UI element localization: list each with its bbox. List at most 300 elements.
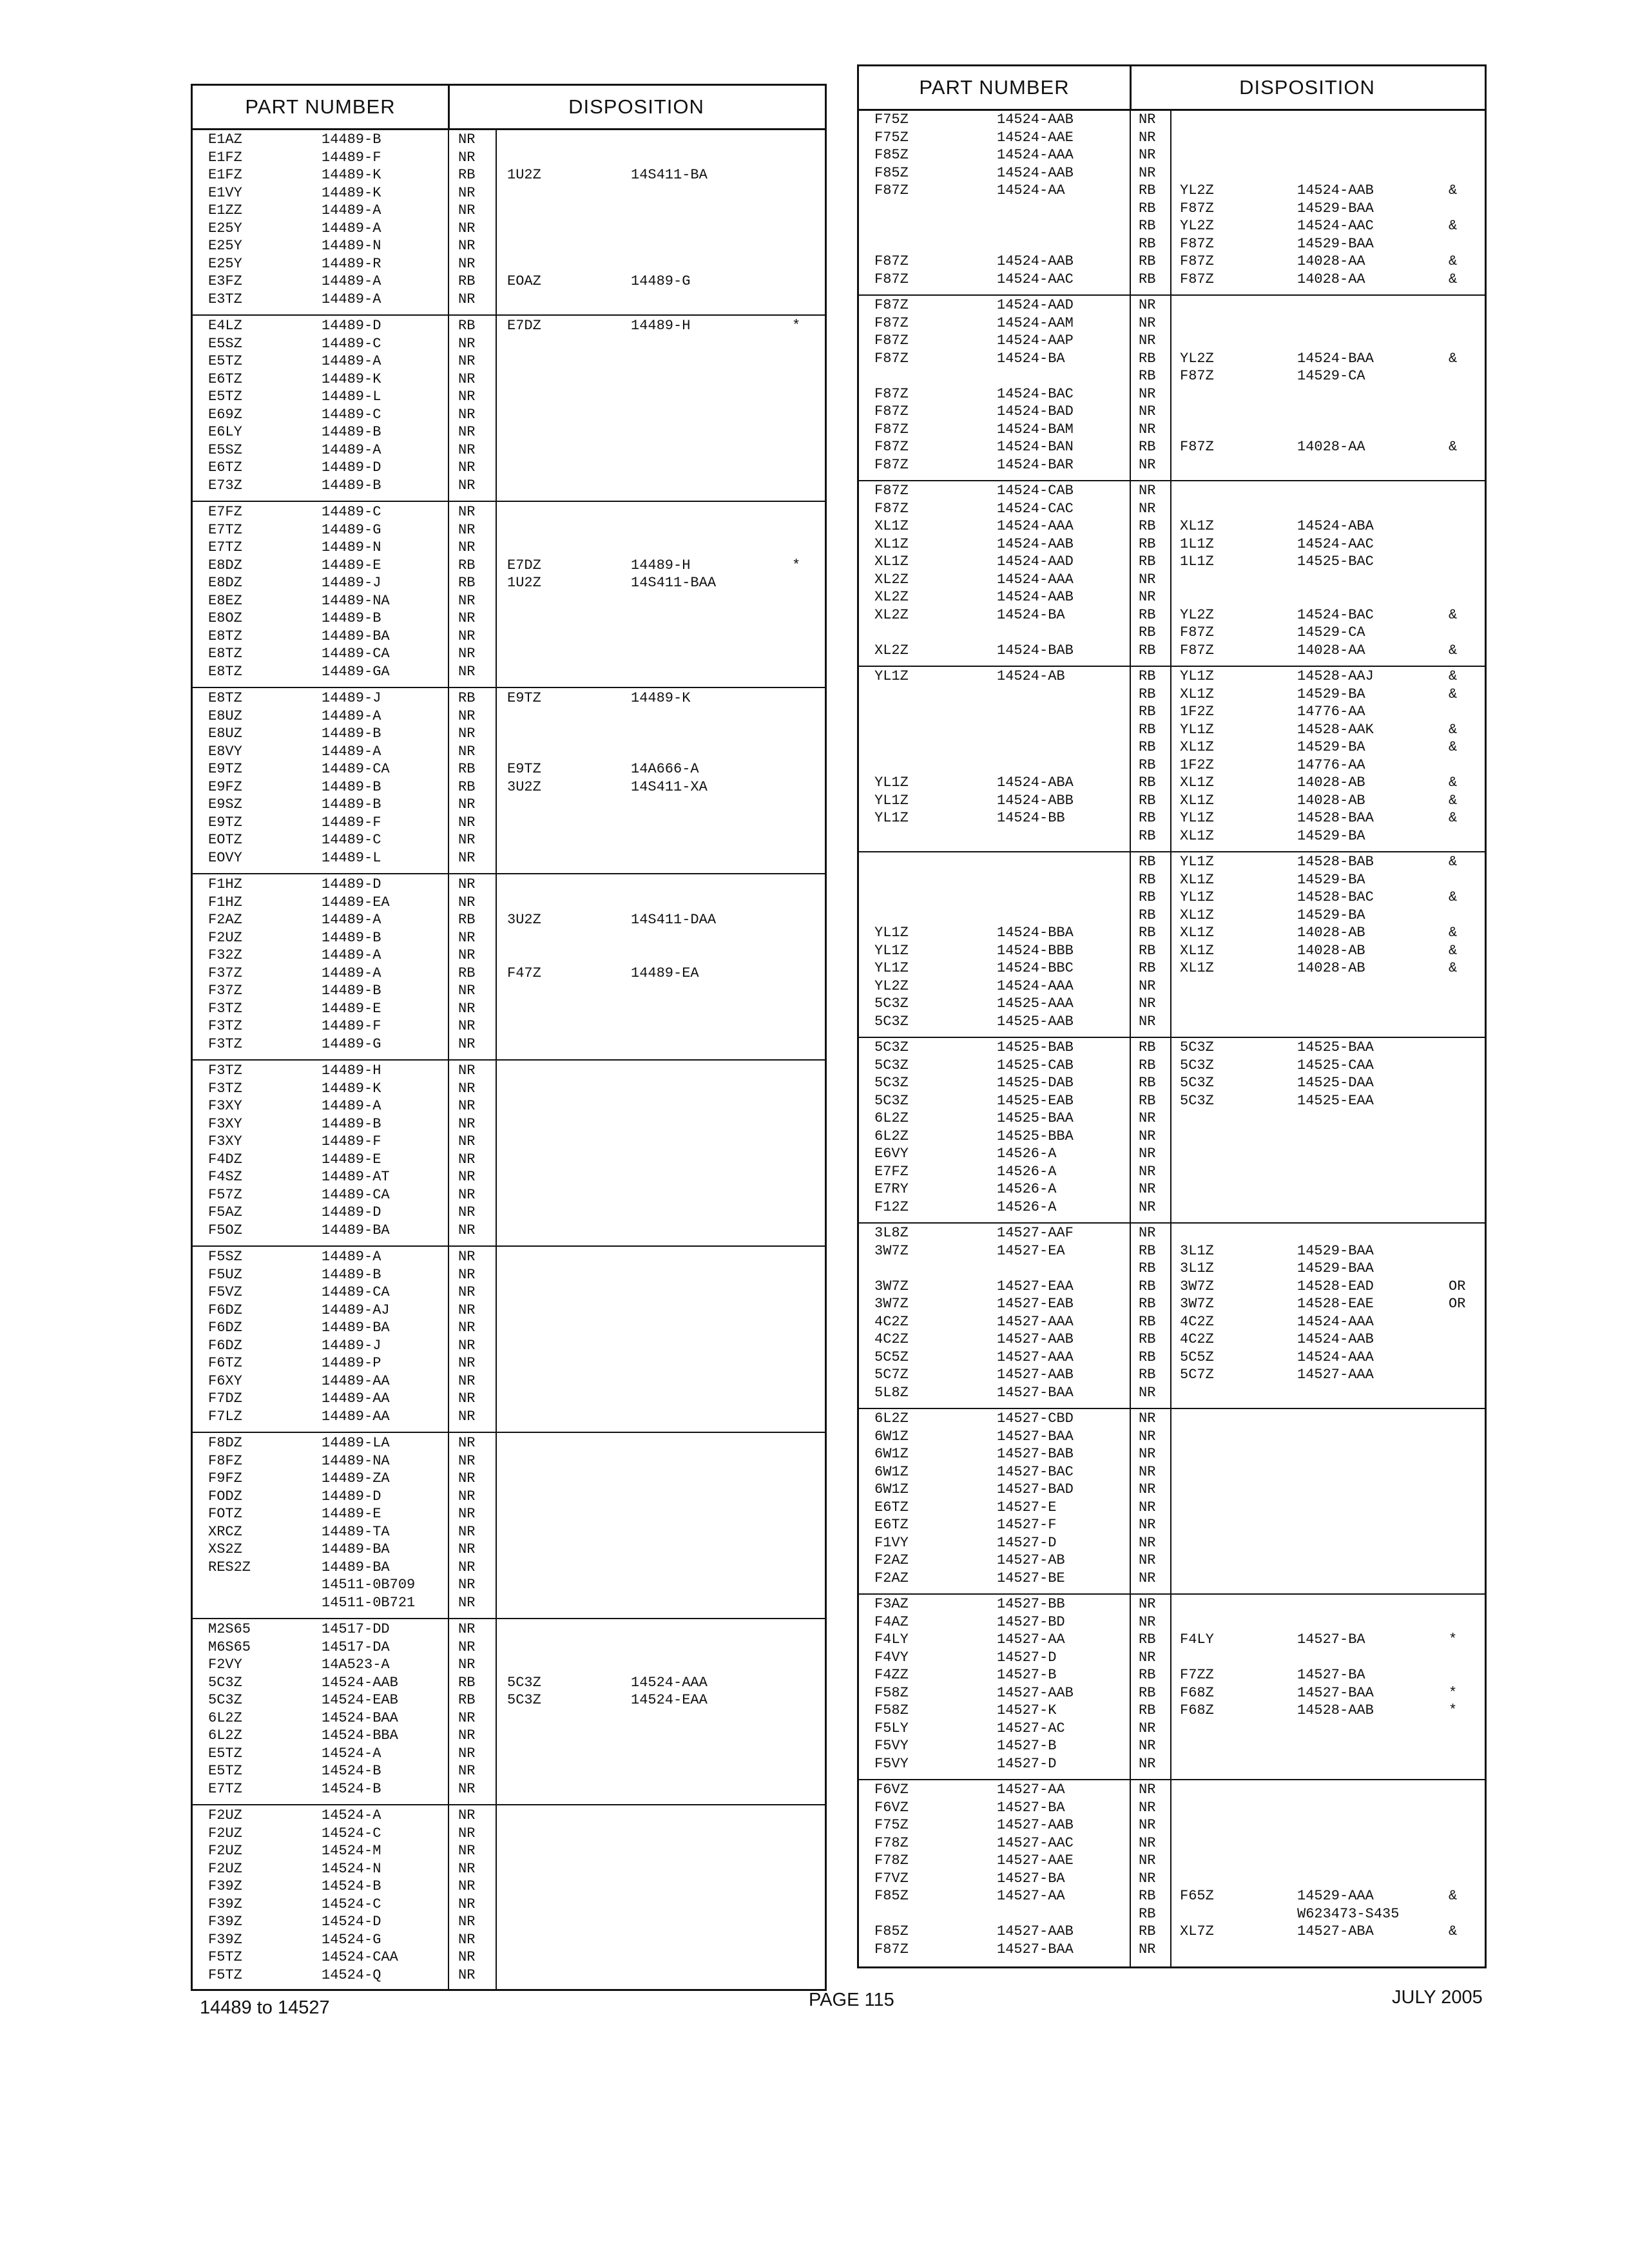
disposition-code: NR [1139,1463,1156,1480]
table-row [193,947,825,965]
part-prefix: 5L8Z [874,1384,909,1401]
note-mark: & [1449,271,1458,287]
part-number: 14527-E [997,1499,1057,1515]
part-number: 14524-AAB [997,535,1074,552]
part-prefix: RES2Z [208,1559,251,1575]
disposition-code: RB [1139,606,1156,623]
part-prefix: 5C3Z [874,1013,909,1030]
table-row [859,182,1485,200]
part-number: 14524-AAB [322,1674,398,1691]
disposition-code: RB [1139,1667,1156,1683]
disposition-code: RB [458,761,476,777]
part-number: 14489-A [322,965,381,981]
part-number: 14527-AAB [997,1331,1074,1347]
disposition-code: RB [1139,854,1156,870]
table-row [859,757,1485,775]
table-row [859,1199,1485,1217]
disposition-code: NR [458,1488,476,1504]
disposition-code: RB [458,575,476,591]
table-row [859,793,1485,811]
part-prefix: F7LZ [208,1408,242,1425]
part-number: 14489-A [322,947,381,963]
table-row [859,1128,1485,1146]
replacement-prefix: 3W7Z [1180,1296,1214,1312]
part-prefix: 6L2Z [874,1110,909,1126]
part-number: 14526-A [997,1163,1057,1180]
part-number: 14524-D [322,1914,381,1930]
part-number: 14524-CAA [322,1949,398,1965]
part-prefix: YL1Z [874,942,909,959]
disposition-code: NR [458,1408,476,1425]
table-row [859,607,1485,625]
table-row [193,522,825,540]
replacement-number: 14028-AB [1297,925,1365,941]
table-row [859,1570,1485,1588]
table-row [193,726,825,744]
part-number: 14489-P [322,1355,381,1371]
table-row [193,1116,825,1134]
part-number: 14524-AAA [997,147,1074,163]
table-row [193,1967,825,1985]
disposition-code: NR [458,1320,476,1336]
disposition-code: NR [1139,1181,1156,1197]
part-prefix: F4DZ [208,1151,242,1168]
disposition-code: RB [458,1692,476,1708]
disposition-code: RB [458,1674,476,1691]
part-number: 14489-LA [322,1435,390,1451]
disposition-code: NR [458,477,476,494]
replacement-prefix: XL1Z [1180,739,1214,755]
part-prefix: E8UZ [208,707,242,724]
part-prefix: F87Z [874,297,909,313]
part-prefix: F8FZ [208,1452,242,1469]
disposition-code: NR [458,1523,476,1540]
table-row [193,1639,825,1657]
table-row [859,722,1485,740]
part-prefix: E69Z [208,406,242,423]
part-prefix: F75Z [874,1817,909,1833]
replacement-prefix: 3U2Z [507,778,541,795]
table-row [859,668,1485,686]
disposition-code: NR [1139,1570,1156,1586]
part-prefix: E7TZ [208,521,242,538]
part-number: 14489-NA [322,592,390,609]
table-row [193,220,825,238]
replacement-number: 14028-AA [1297,271,1365,287]
part-prefix: F87Z [874,332,909,349]
part-number: 14524-CAB [997,483,1074,499]
replacement-number: 14529-BA [1297,739,1365,755]
part-number: 14517-DA [322,1639,390,1655]
table-row [193,1284,825,1302]
part-prefix: YL1Z [874,792,909,809]
part-prefix: F5VZ [208,1284,242,1300]
table-row [193,1338,825,1356]
replacement-number: 14489-EA [631,965,699,981]
part-number: 14489-CA [322,1284,390,1300]
part-prefix: F2UZ [208,1860,242,1877]
part-prefix: 3W7Z [874,1278,909,1294]
part-prefix: F3XY [208,1133,242,1149]
disposition-code: RB [458,273,476,289]
disposition-code: NR [458,1577,476,1593]
part-number: 14489-L [322,849,381,866]
table-row [859,236,1485,254]
part-number: 14524-C [322,1896,381,1912]
disposition-code: NR [1139,1720,1156,1736]
part-prefix: F3XY [208,1098,242,1114]
part-prefix: E5TZ [208,1763,242,1779]
disposition-code: NR [1139,1738,1156,1754]
part-prefix: F58Z [874,1684,909,1701]
table-row [193,593,825,611]
replacement-number: 14529-BA [1297,871,1365,888]
note-mark: & [1449,1923,1458,1939]
note-mark: & [1449,739,1458,755]
part-number: 14527-BAD [997,1481,1074,1497]
part-prefix: F37Z [208,965,242,981]
table-row [859,1278,1485,1296]
part-prefix: E1ZZ [208,202,242,218]
part-number: 14489-B [322,726,381,742]
disposition-code: NR [458,1035,476,1052]
disposition-code: RB [1139,1702,1156,1718]
disposition-code: NR [1139,500,1156,517]
disposition-code: NR [1139,995,1156,1012]
part-prefix: F87Z [874,350,909,367]
disposition-code: NR [458,1657,476,1673]
disposition-code: NR [1139,1146,1156,1162]
part-prefix: F87Z [874,421,909,437]
disposition-code: RB [1139,739,1156,755]
part-prefix: F6XY [208,1372,242,1389]
part-prefix: F87Z [874,483,909,499]
part-number: 14489-A [322,743,381,760]
part-prefix: 3W7Z [874,1242,909,1259]
part-number: 14524-BAA [322,1709,398,1726]
replacement-prefix: YL1Z [1180,854,1214,870]
replacement-number: 14528-EAE [1297,1296,1374,1312]
disposition-code: NR [1139,1552,1156,1568]
disposition-code: NR [458,1337,476,1354]
disposition-code: RB [1139,756,1156,773]
table-row [859,1428,1485,1446]
replacement-prefix: E9TZ [507,761,541,777]
table-row [193,894,825,912]
replacement-prefix: YL1Z [1180,721,1214,738]
disposition-code: NR [458,1914,476,1930]
replacement-number: 14489-H [631,318,691,334]
table-row [859,1596,1485,1614]
note-mark: & [1449,439,1458,455]
note-mark: * [1449,1631,1458,1648]
part-prefix: F6VZ [874,1799,909,1816]
table-group [193,873,825,1059]
part-number: 14524-B [322,1780,381,1797]
replacement-prefix: 5C3Z [507,1674,541,1691]
disposition-code: RB [1139,925,1156,941]
disposition-code: NR [1139,1649,1156,1666]
disposition-code: NR [458,1878,476,1894]
part-prefix: E25Y [208,220,242,236]
part-number: 14527-AB [997,1552,1065,1568]
part-number: 14524-AAE [997,129,1074,146]
disposition-code: NR [458,424,476,440]
part-prefix: F2UZ [208,929,242,946]
disposition-code: NR [1139,164,1156,181]
part-prefix: EOVY [208,849,242,866]
part-prefix: E3FZ [208,273,242,289]
disposition-code: RB [458,965,476,981]
table-row [193,1187,825,1205]
table-group [193,1059,825,1245]
replacement-prefix: YL2Z [1180,182,1214,198]
part-prefix: F87Z [874,385,909,402]
replacement-prefix: F4LY [1180,1631,1214,1648]
table-row [859,130,1485,148]
part-number: 14524-AB [997,668,1065,684]
table-row [859,315,1485,333]
disposition-code: NR [458,131,476,148]
part-prefix: F87Z [874,500,909,517]
table-row [193,557,825,575]
part-prefix: 6L2Z [208,1727,242,1744]
replacement-number: 14529-BA [1297,907,1365,923]
part-number: 14489-EA [322,894,390,910]
table-group [193,687,825,873]
part-number: 14527-AC [997,1720,1065,1736]
disposition-code: NR [458,255,476,272]
replacement-prefix: 5C3Z [1180,1057,1214,1073]
part-number: 14517-DD [322,1621,390,1637]
part-number: 14524-AAD [997,553,1074,570]
part-prefix: E1AZ [208,131,242,148]
table-row [859,704,1485,722]
disposition-code: NR [458,184,476,201]
table-row [859,1782,1485,1800]
disposition-code: RB [1139,1242,1156,1259]
table-row [193,1878,825,1896]
replacement-number: 14489-G [631,273,691,289]
replacement-number: 14524-EAA [631,1692,708,1708]
replacement-prefix: XL1Z [1180,686,1214,702]
table-row [193,389,825,407]
replacement-prefix: F87Z [1180,253,1214,269]
table-row [859,297,1485,315]
replacement-number: 14524-AAB [1297,182,1374,198]
disposition-code: NR [458,441,476,458]
part-number: 14489-A [322,441,381,458]
replacement-prefix: F87Z [1180,624,1214,640]
disposition-code: NR [458,1000,476,1017]
note-mark: & [1449,642,1458,658]
replacement-number: 14525-DAA [1297,1075,1374,1091]
part-number: 14489-A [322,1249,381,1265]
disposition-code: RB [1139,960,1156,976]
disposition-code: RB [458,318,476,334]
part-prefix: XL2Z [874,571,909,588]
table-row [859,925,1485,943]
disposition-code: NR [1139,1428,1156,1445]
disposition-code: NR [458,1186,476,1203]
disposition-code: NR [1139,1817,1156,1833]
table-row [859,1649,1485,1667]
disposition-code: NR [1139,1110,1156,1126]
table-row [193,1081,825,1099]
table-group [193,501,825,687]
part-number: 14489-AT [322,1169,390,1185]
table-row [859,111,1485,130]
part-number: 14524-BAR [997,456,1074,473]
part-number: 14527-BA [997,1870,1065,1887]
replacement-number: 14S411-DAA [631,912,717,928]
replacement-number: 14S411-BA [631,167,708,183]
table-row [859,854,1485,872]
disposition-code: NR [1139,297,1156,313]
part-prefix: F6VZ [874,1782,909,1798]
table-row [193,1763,825,1781]
table-row [859,1075,1485,1093]
part-prefix: E1FZ [208,167,242,183]
part-number: 14489-AA [322,1408,390,1425]
table-row [193,291,825,309]
footer-date: JULY 2005 [1392,1987,1483,2008]
disposition-code: NR [458,1639,476,1655]
part-prefix: F85Z [874,1923,909,1939]
disposition-code: NR [458,1204,476,1220]
part-prefix: FOTZ [208,1506,242,1522]
table-group [193,1804,825,1990]
table-row [193,1355,825,1373]
disposition-code: NR [1139,1613,1156,1630]
table-row [193,504,825,522]
replacement-prefix: E7DZ [507,557,541,573]
disposition-code: NR [458,814,476,831]
table-row [859,165,1485,183]
part-number: 14511-0B709 [322,1577,416,1593]
table-row [859,501,1485,519]
part-prefix: F85Z [874,164,909,181]
part-prefix: E7RY [874,1181,909,1197]
disposition-code: NR [458,1896,476,1912]
part-number: 14527-B [997,1667,1057,1683]
part-number-heading: PART NUMBER [919,76,1070,99]
disposition-code: NR [458,1284,476,1300]
part-number: 14527-K [997,1702,1057,1718]
disposition-code: NR [458,220,476,236]
note-mark: & [1449,854,1458,870]
table-row [859,439,1485,457]
part-number: 14524-BAM [997,421,1074,437]
part-prefix: F2UZ [208,1843,242,1859]
part-prefix: 6L2Z [208,1709,242,1726]
part-prefix: F2VY [208,1657,242,1673]
part-prefix: F57Z [208,1186,242,1203]
disposition-code: RB [1139,1684,1156,1701]
note-mark: & [1449,942,1458,959]
note-mark: & [1449,960,1458,976]
disposition-code: NR [458,1390,476,1407]
disposition-code: NR [1139,1799,1156,1816]
part-prefix: F6DZ [208,1337,242,1354]
table-row [193,965,825,983]
part-prefix: F12Z [874,1198,909,1215]
table-row [193,628,825,646]
part-prefix: E5TZ [208,389,242,405]
part-prefix: XL1Z [874,518,909,534]
part-number: 14489-C [322,406,381,423]
part-number: 14527-AAB [997,1684,1074,1701]
part-number: 14527-EA [997,1242,1065,1259]
part-prefix: F87Z [874,439,909,455]
note-mark: & [1449,774,1458,791]
table-row [859,1631,1485,1649]
note-mark: & [1449,1888,1458,1904]
part-number: 14524-BA [997,350,1065,367]
table-group [193,128,825,314]
replacement-number: 14528-AAB [1297,1702,1374,1718]
note-mark: * [1449,1684,1458,1701]
disposition-code: NR [1139,1755,1156,1772]
disposition-code: RB [1139,624,1156,640]
part-number: 14527-BAB [997,1446,1074,1462]
part-number: 14524-AAA [997,518,1074,534]
table-row [859,1852,1485,1870]
table-row [193,407,825,425]
part-prefix: 6W1Z [874,1446,909,1462]
part-prefix: 6W1Z [874,1481,909,1497]
table-row [859,1906,1485,1924]
table-row [859,960,1485,978]
disposition-code: NR [458,894,476,910]
replacement-number: 14529-BAA [1297,235,1374,252]
part-prefix: YL1Z [874,668,909,684]
replacement-number: 14528-BAC [1297,889,1374,905]
disposition-heading: DISPOSITION [1239,76,1375,99]
table-row [859,739,1485,757]
part-prefix: F87Z [874,253,909,269]
replacement-prefix: 5C7Z [1180,1367,1214,1383]
table-row [859,907,1485,925]
part-number: 14524-B [322,1763,381,1779]
table-row [193,1524,825,1542]
table-row [859,1870,1485,1888]
disposition-code: NR [458,539,476,555]
disposition-code: RB [1139,182,1156,198]
part-number: 14489-CA [322,646,390,662]
replacement-number: 14525-CAA [1297,1057,1374,1073]
table-row [859,1835,1485,1853]
part-number: 14527-EAA [997,1278,1074,1294]
part-prefix: E5TZ [208,353,242,369]
replacement-prefix: E9TZ [507,690,541,706]
disposition-code: NR [458,1151,476,1168]
part-prefix: F5TZ [208,1949,242,1965]
part-number: 14489-R [322,255,381,272]
part-prefix: M2S65 [208,1621,251,1637]
replacement-number: 14776-AA [1297,704,1365,720]
table-group [859,851,1485,1037]
part-prefix: E6TZ [874,1499,909,1515]
table-row [193,424,825,442]
part-number: 14511-0B721 [322,1594,416,1611]
table-row [859,1888,1485,1906]
disposition-code: NR [458,849,476,866]
part-number: 14524-AAM [997,314,1074,331]
left-table-header [193,86,825,130]
replacement-prefix: 1L1Z [1180,553,1214,570]
part-prefix: F3TZ [208,1000,242,1017]
